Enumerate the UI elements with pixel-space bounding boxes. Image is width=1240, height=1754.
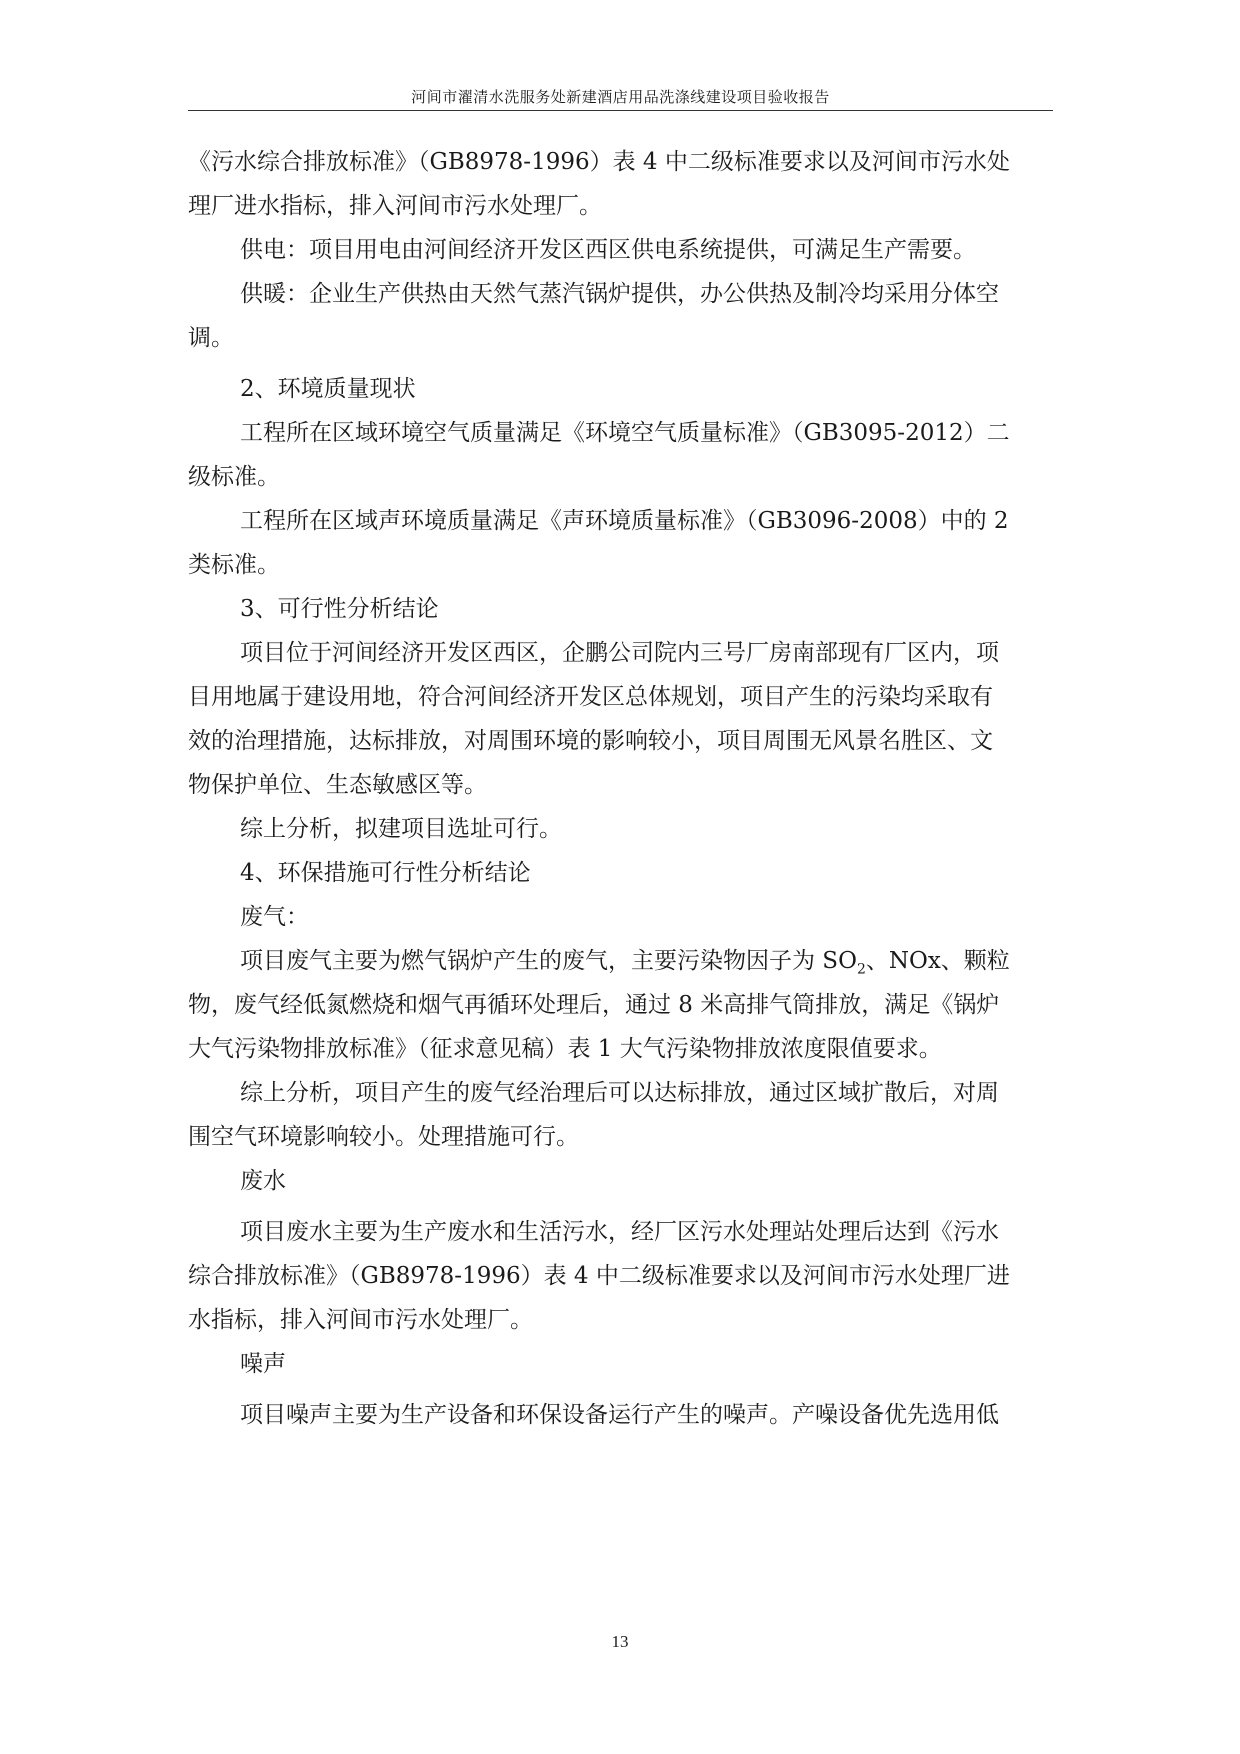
paragraph-line: 调。 — [188, 325, 234, 351]
exhaust-gas-paragraph — [188, 938, 1053, 984]
section-heading-4: 4、环保措施可行性分析结论 — [240, 860, 531, 886]
paragraph-line: 物保护单位、生态敏感区等。 — [188, 772, 487, 798]
section-heading-2: 2、环境质量现状 — [240, 376, 416, 402]
site-paragraph: 项目位于河间经济开发区西区，企鹏公司院内三号厂房南部现有厂区内，项 — [240, 640, 999, 666]
paragraph-line: 级标准。 — [188, 464, 280, 490]
noise-paragraph: 项目噪声主要为生产设备和环保设备运行产生的噪声。产噪设备优先选用低 — [240, 1402, 999, 1428]
wastewater-heading: 废水 — [240, 1168, 286, 1194]
paragraph-line: 效的治理措施，达标排放，对周围环境的影响较小，项目周围无风景名胜区、文 — [188, 728, 993, 754]
noise-quality-paragraph: 工程所在区域声环境质量满足《声环境质量标准》（GB3096-2008）中的 2 — [240, 508, 1009, 534]
paragraph-line: 物，废气经低氮燃烧和烟气再循环处理后，通过 8 米高排气筒排放，满足《锅炉 — [188, 992, 1000, 1018]
wastewater-paragraph: 项目废水主要为生产废水和生活污水，经厂区污水处理站处理后达到《污水 — [240, 1219, 999, 1245]
header-divider — [188, 110, 1053, 111]
gas-text-part: 、NOx、颗粒 — [865, 948, 1010, 974]
paragraph-line: 综合排放标准》（GB8978-1996）表 4 中二级标准要求以及河间市污水处理厂进 — [188, 1263, 1010, 1289]
page-number: 13 — [611, 1632, 629, 1651]
gas-text-part: 项目废气主要为燃气锅炉产生的废气，主要污染物因子为 SO — [240, 948, 857, 974]
running-header: 河间市濯清水洗服务处新建酒店用品洗涤线建设项目验收报告 — [411, 88, 830, 106]
heating-paragraph: 供暖：企业生产供热由天然气蒸汽锅炉提供，办公供热及制冷均采用分体空 — [240, 281, 999, 307]
power-supply-paragraph: 供电：项目用电由河间经济开发区西区供电系统提供，可满足生产需要。 — [240, 237, 976, 263]
exhaust-gas-heading: 废气： — [240, 904, 309, 930]
paragraph-line: 目用地属于建设用地，符合河间经济开发区总体规划，项目产生的污染均采取有 — [188, 684, 993, 710]
paragraph-line: 水指标，排入河间市污水处理厂。 — [188, 1307, 533, 1333]
noise-heading: 噪声 — [240, 1351, 286, 1377]
site-conclusion: 综上分析，拟建项目选址可行。 — [240, 816, 562, 842]
air-quality-paragraph: 工程所在区域环境空气质量满足《环境空气质量标准》（GB3095-2012）二 — [240, 420, 1010, 446]
paragraph-line: 《污水综合排放标准》（GB8978-1996）表 4 中二级标准要求以及河间市污水处 — [188, 149, 1010, 175]
paragraph-line: 围空气环境影响较小。处理措施可行。 — [188, 1124, 579, 1150]
section-heading-3: 3、可行性分析结论 — [240, 596, 439, 622]
paragraph-line: 类标准。 — [188, 552, 280, 578]
paragraph-line: 大气污染物排放标准》（征求意见稿）表 1 大气污染物排放浓度限值要求。 — [188, 1036, 942, 1062]
subscript-2: 2 — [856, 961, 866, 978]
paragraph-line: 理厂进水指标，排入河间市污水处理厂。 — [188, 193, 602, 219]
exhaust-gas-conclusion: 综上分析，项目产生的废气经治理后可以达标排放，通过区域扩散后，对周 — [240, 1080, 999, 1106]
